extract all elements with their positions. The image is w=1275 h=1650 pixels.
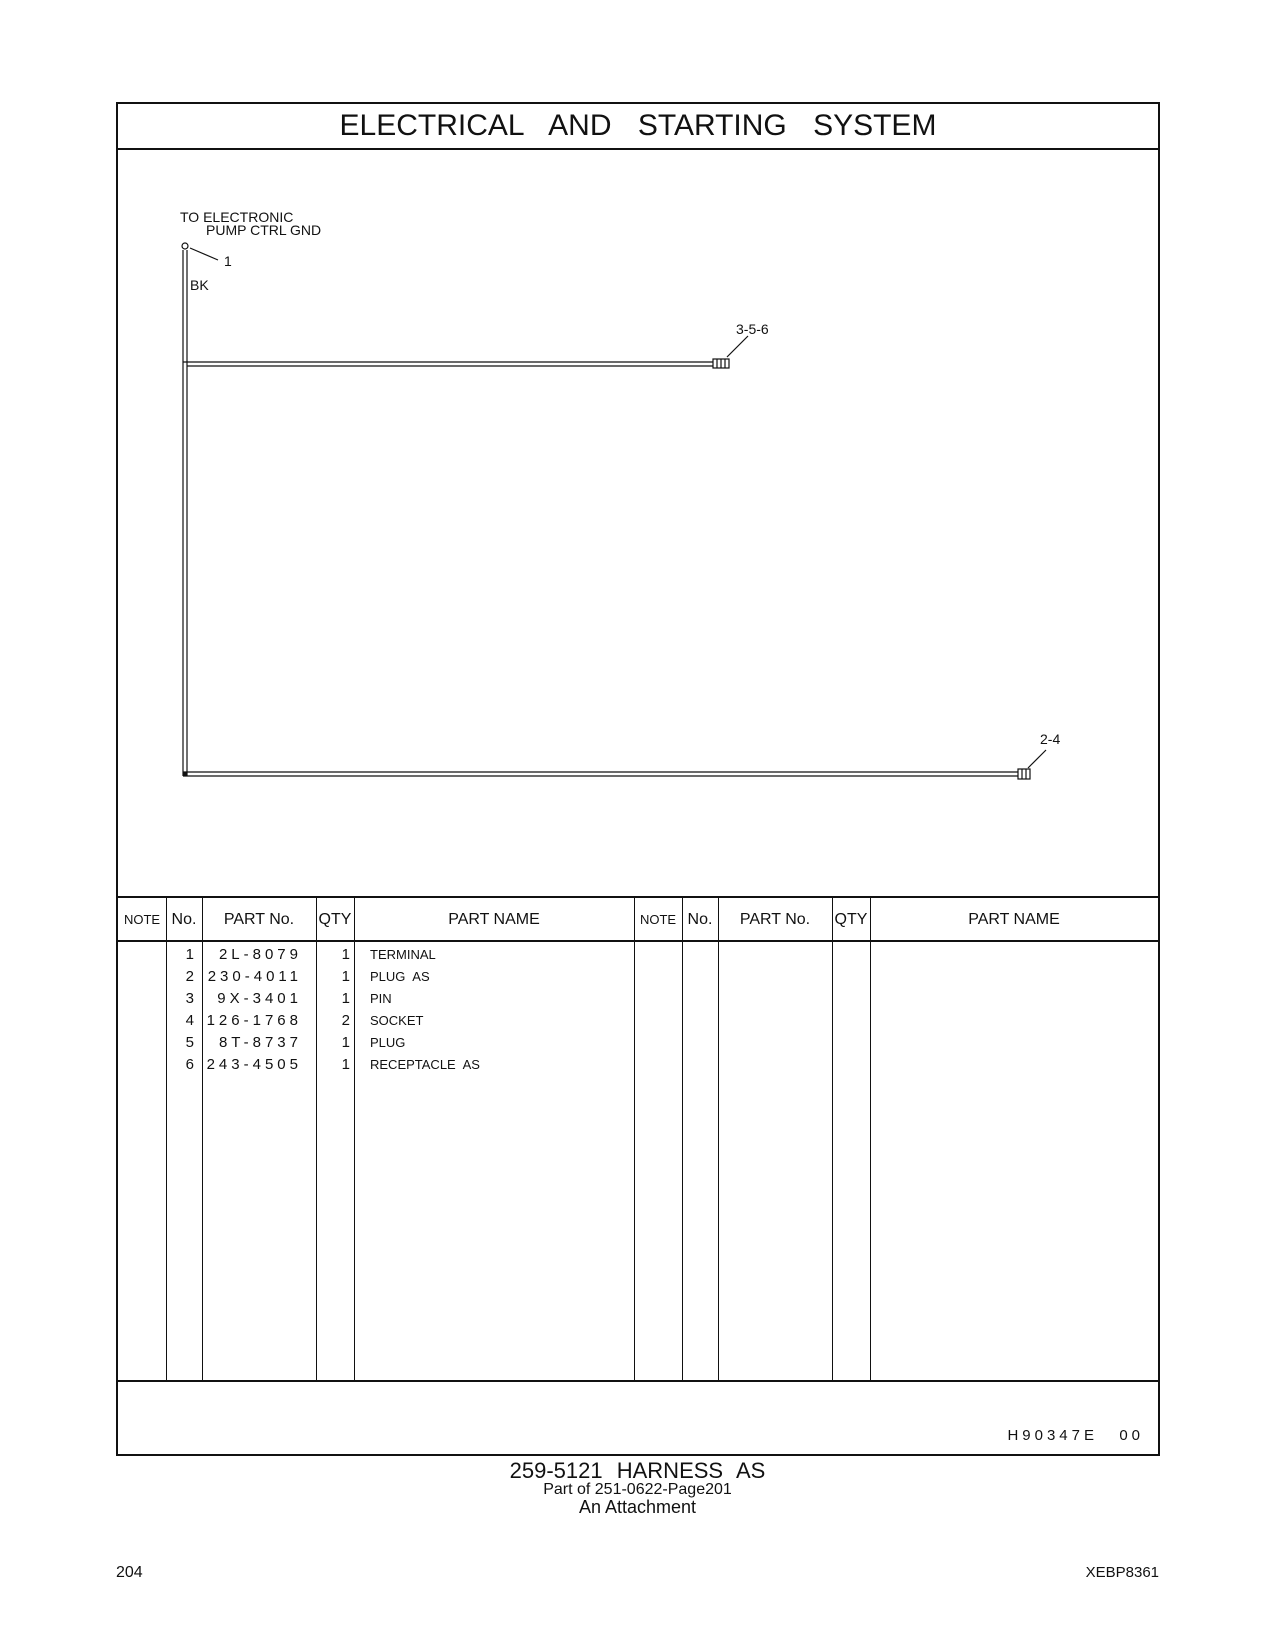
row-qty: 1 bbox=[341, 1056, 350, 1073]
row-part-no: 230-4011 bbox=[207, 968, 302, 985]
callout-1: 1 bbox=[224, 253, 232, 269]
harness-caption: 259-5121 HARNESS AS bbox=[509, 1458, 766, 1483]
callout-2-4: 2-4 bbox=[1040, 731, 1061, 747]
row-no: 2 bbox=[185, 968, 194, 985]
attachment-caption: An Attachment bbox=[578, 1497, 697, 1517]
page-title: ELECTRICAL AND STARTING SYSTEM bbox=[118, 104, 1158, 150]
header-qty: QTY bbox=[318, 911, 352, 928]
row-part-name: SOCKET bbox=[370, 1013, 424, 1028]
row-part-name: TERMINAL bbox=[370, 947, 436, 962]
table-row bbox=[118, 1032, 1158, 1054]
row-part-name: RECEPTACLE AS bbox=[370, 1057, 480, 1072]
row-no: 5 bbox=[185, 1034, 194, 1051]
header-qty-2: QTY bbox=[834, 911, 868, 928]
row-part-no: 8T-8737 bbox=[218, 1034, 302, 1051]
header-no-2: No. bbox=[687, 911, 713, 928]
connector-24 bbox=[1018, 769, 1030, 779]
row-part-no: 126-1768 bbox=[206, 1012, 302, 1029]
page-number: 204 bbox=[116, 1564, 143, 1581]
row-part-name: PLUG bbox=[370, 1035, 406, 1050]
callout-3-5-6: 3-5-6 bbox=[736, 321, 769, 337]
row-qty: 1 bbox=[341, 946, 350, 963]
connection-label-line2: PUMP CTRL GND bbox=[206, 222, 322, 238]
parts-table-body bbox=[118, 942, 1158, 1382]
row-part-no: 243-4505 bbox=[206, 1056, 302, 1073]
table-row bbox=[118, 944, 1158, 966]
row-qty: 2 bbox=[341, 1012, 350, 1029]
illustration-code: H90347E bbox=[1007, 1427, 1098, 1444]
part-of-caption: Part of 251-0622-Page201 bbox=[543, 1481, 732, 1498]
row-qty: 1 bbox=[341, 1034, 350, 1051]
header-note-2: NOTE bbox=[639, 912, 677, 927]
page-frame bbox=[116, 102, 1160, 1456]
table-row bbox=[118, 988, 1158, 1010]
row-no: 3 bbox=[185, 990, 194, 1007]
terminal-ring bbox=[182, 243, 188, 249]
row-part-name: PIN bbox=[370, 991, 392, 1006]
header-no: No. bbox=[171, 911, 197, 928]
illustration-revision: 00 bbox=[1119, 1427, 1144, 1444]
table-row bbox=[118, 1010, 1158, 1032]
row-part-name: PLUG AS bbox=[370, 969, 430, 984]
connection-label: TO ELECTRONIC bbox=[180, 209, 294, 225]
header-part-no-2: PART No. bbox=[739, 911, 811, 928]
header-part-name: PART NAME bbox=[448, 911, 540, 928]
row-qty: 1 bbox=[341, 990, 350, 1007]
parts-table-header bbox=[118, 896, 1158, 942]
header-part-name-2: PART NAME bbox=[968, 911, 1060, 928]
document-id: XEBP8361 bbox=[1085, 1564, 1159, 1581]
table-row bbox=[118, 1054, 1158, 1076]
header-part-no: PART No. bbox=[223, 911, 295, 928]
row-no: 4 bbox=[185, 1012, 194, 1029]
row-part-no: 2L-8079 bbox=[218, 946, 302, 963]
row-part-no: 9X-3401 bbox=[217, 990, 302, 1007]
header-note: NOTE bbox=[123, 912, 161, 927]
wire-color-label: BK bbox=[190, 277, 209, 293]
row-no: 6 bbox=[185, 1056, 194, 1073]
table-row bbox=[118, 966, 1158, 988]
row-no: 1 bbox=[185, 946, 194, 963]
row-qty: 1 bbox=[341, 968, 350, 985]
